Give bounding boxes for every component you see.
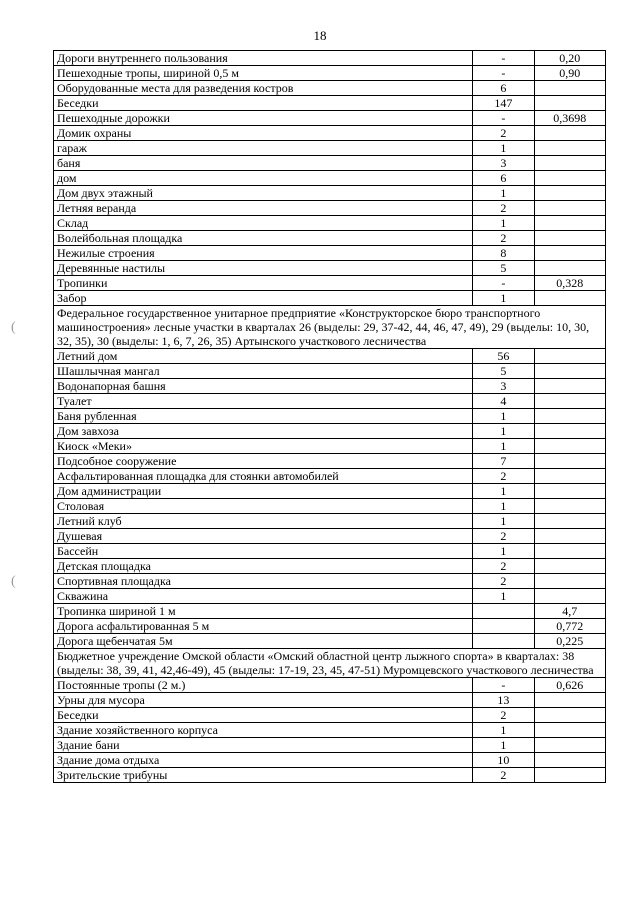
object-name-cell: Столовая: [54, 499, 473, 514]
length-cell: [534, 708, 605, 723]
length-cell: [534, 349, 605, 364]
object-name-cell: Тропинка шириной 1 м: [54, 604, 473, 619]
length-cell: [534, 424, 605, 439]
object-name-cell: Зрительские трибуны: [54, 768, 473, 783]
count-cell: 7: [473, 454, 534, 469]
object-name-cell: Дом двух этажный: [54, 186, 473, 201]
length-cell: [534, 693, 605, 708]
count-cell: -: [473, 66, 534, 81]
object-name-cell: Пешеходные дорожки: [54, 111, 473, 126]
table-row: [54, 276, 606, 291]
table-row: [54, 693, 606, 708]
object-name-cell: Беседки: [54, 708, 473, 723]
object-name-cell: Склад: [54, 216, 473, 231]
count-cell: 1: [473, 589, 534, 604]
object-name-cell: дом: [54, 171, 473, 186]
object-name-cell: Туалет: [54, 394, 473, 409]
table-row: [54, 364, 606, 379]
length-cell: [534, 738, 605, 753]
count-cell: 3: [473, 379, 534, 394]
table-row: [54, 216, 606, 231]
table-row: [54, 469, 606, 484]
length-cell: [534, 574, 605, 589]
table-row: [54, 604, 606, 619]
length-cell: [534, 409, 605, 424]
length-cell: [534, 96, 605, 111]
count-cell: 1: [473, 291, 534, 306]
length-cell: [534, 559, 605, 574]
length-cell: 0,772: [534, 619, 605, 634]
object-name-cell: Нежилые строения: [54, 246, 473, 261]
table-row: [54, 261, 606, 276]
object-name-cell: Здание дома отдыха: [54, 753, 473, 768]
object-name-cell: Бассейн: [54, 544, 473, 559]
count-cell: 2: [473, 768, 534, 783]
object-name-cell: Летняя веранда: [54, 201, 473, 216]
length-cell: [534, 514, 605, 529]
length-cell: [534, 364, 605, 379]
count-cell: 2: [473, 201, 534, 216]
table-row: [54, 619, 606, 634]
length-cell: [534, 201, 605, 216]
length-cell: 0,225: [534, 634, 605, 649]
table-row: [54, 96, 606, 111]
length-cell: [534, 261, 605, 276]
count-cell: 1: [473, 409, 534, 424]
object-name-cell: Беседки: [54, 96, 473, 111]
length-cell: [534, 126, 605, 141]
object-name-cell: Дорога асфальтированная 5 м: [54, 619, 473, 634]
table-row: [54, 394, 606, 409]
length-cell: [534, 186, 605, 201]
object-name-cell: Водонапорная башня: [54, 379, 473, 394]
length-cell: [534, 246, 605, 261]
table-row: [54, 231, 606, 246]
object-name-cell: Летний дом: [54, 349, 473, 364]
count-cell: -: [473, 111, 534, 126]
count-cell: 5: [473, 261, 534, 276]
section-row: [54, 649, 606, 678]
count-cell: [473, 604, 534, 619]
object-name-cell: Деревянные настилы: [54, 261, 473, 276]
object-name-cell: Киоск «Меки»: [54, 439, 473, 454]
length-cell: [534, 723, 605, 738]
table-row: [54, 141, 606, 156]
object-name-cell: Асфальтированная площадка для стоянки автомобилей: [54, 469, 473, 484]
length-cell: [534, 589, 605, 604]
count-cell: -: [473, 678, 534, 693]
table-row: [54, 409, 606, 424]
length-cell: [534, 379, 605, 394]
count-cell: 6: [473, 171, 534, 186]
objects-table: [53, 50, 606, 783]
count-cell: 2: [473, 469, 534, 484]
count-cell: 2: [473, 126, 534, 141]
object-name-cell: Дороги внутреннего пользования: [54, 51, 473, 66]
length-cell: [534, 291, 605, 306]
table-row: [54, 589, 606, 604]
object-name-cell: Здание бани: [54, 738, 473, 753]
count-cell: 3: [473, 156, 534, 171]
page-number: 18: [313, 28, 327, 43]
margin-mark: (: [11, 320, 16, 335]
length-cell: [534, 231, 605, 246]
table-row: [54, 499, 606, 514]
table-row: [54, 529, 606, 544]
length-cell: [534, 394, 605, 409]
length-cell: [534, 171, 605, 186]
table-row: [54, 201, 606, 216]
length-cell: [534, 156, 605, 171]
count-cell: 1: [473, 484, 534, 499]
count-cell: 6: [473, 81, 534, 96]
object-name-cell: Детская площадка: [54, 559, 473, 574]
count-cell: 2: [473, 559, 534, 574]
section-heading: Федеральное государственное унитарное предприятие «Конструкторское бюро транспортного машиностроения» лесные участки в кварталах 26 (выделы: 29, 37-42, 44, 46, 47, 49), 29 (выделы: 10, 30, 32, 35), 30 (выделы: 1, 6, 7, 26, 35) Артынского участкового лесничества: [54, 306, 606, 349]
table-row: [54, 439, 606, 454]
table-row: [54, 156, 606, 171]
object-name-cell: Дом администрации: [54, 484, 473, 499]
object-name-cell: Домик охраны: [54, 126, 473, 141]
table-row: [54, 574, 606, 589]
object-name-cell: баня: [54, 156, 473, 171]
length-cell: [534, 768, 605, 783]
length-cell: [534, 484, 605, 499]
table-row: [54, 559, 606, 574]
length-cell: 0,3698: [534, 111, 605, 126]
table-row: [54, 126, 606, 141]
table-row: [54, 81, 606, 96]
object-name-cell: гараж: [54, 141, 473, 156]
object-name-cell: Летний клуб: [54, 514, 473, 529]
object-name-cell: Тропинки: [54, 276, 473, 291]
count-cell: 10: [473, 753, 534, 768]
table-row: [54, 708, 606, 723]
length-cell: [534, 141, 605, 156]
count-cell: [473, 619, 534, 634]
length-cell: [534, 529, 605, 544]
table-row: [54, 753, 606, 768]
count-cell: 2: [473, 574, 534, 589]
length-cell: 4,7: [534, 604, 605, 619]
object-name-cell: Оборудованные места для разведения костров: [54, 81, 473, 96]
length-cell: [534, 81, 605, 96]
table-row: [54, 246, 606, 261]
count-cell: 13: [473, 693, 534, 708]
table-row: [54, 379, 606, 394]
table-row: [54, 544, 606, 559]
table-row: [54, 738, 606, 753]
table-row: [54, 484, 606, 499]
table-row: [54, 678, 606, 693]
table-row: [54, 291, 606, 306]
table-row: [54, 66, 606, 81]
object-name-cell: Дом завхоза: [54, 424, 473, 439]
length-cell: [534, 439, 605, 454]
object-name-cell: Урны для мусора: [54, 693, 473, 708]
count-cell: 1: [473, 186, 534, 201]
object-name-cell: Пешеходные тропы, шириной 0,5 м: [54, 66, 473, 81]
table-row: [54, 171, 606, 186]
section-heading: Бюджетное учреждение Омской области «Омский областной центр лыжного спорта» в кварталах: 38 (выделы: 38, 39, 41, 42,46-49), 45 (выделы: 17-19, 23, 45, 47-51) Муромцевского участкового лесничества: [54, 649, 606, 678]
length-cell: 0,20: [534, 51, 605, 66]
table-row: [54, 768, 606, 783]
margin-mark: (: [11, 574, 16, 589]
count-cell: 8: [473, 246, 534, 261]
length-cell: 0,328: [534, 276, 605, 291]
count-cell: 5: [473, 364, 534, 379]
table-row: [54, 51, 606, 66]
object-name-cell: Волейбольная площадка: [54, 231, 473, 246]
count-cell: 4: [473, 394, 534, 409]
count-cell: 1: [473, 514, 534, 529]
count-cell: 147: [473, 96, 534, 111]
count-cell: 1: [473, 738, 534, 753]
count-cell: 2: [473, 231, 534, 246]
length-cell: 0,626: [534, 678, 605, 693]
count-cell: 2: [473, 708, 534, 723]
count-cell: 56: [473, 349, 534, 364]
object-name-cell: Постоянные тропы (2 м.): [54, 678, 473, 693]
object-name-cell: Душевая: [54, 529, 473, 544]
count-cell: 1: [473, 216, 534, 231]
count-cell: -: [473, 51, 534, 66]
table-row: [54, 454, 606, 469]
length-cell: [534, 753, 605, 768]
table-row: [54, 723, 606, 738]
object-name-cell: Шашлычная мангал: [54, 364, 473, 379]
count-cell: 2: [473, 529, 534, 544]
length-cell: 0,90: [534, 66, 605, 81]
object-name-cell: Скважина: [54, 589, 473, 604]
count-cell: 1: [473, 499, 534, 514]
length-cell: [534, 454, 605, 469]
length-cell: [534, 216, 605, 231]
count-cell: 1: [473, 424, 534, 439]
object-name-cell: Дорога щебенчатая 5м: [54, 634, 473, 649]
table-row: [54, 634, 606, 649]
count-cell: -: [473, 276, 534, 291]
table-row: [54, 349, 606, 364]
table-row: [54, 186, 606, 201]
object-name-cell: Баня рубленная: [54, 409, 473, 424]
count-cell: 1: [473, 439, 534, 454]
object-name-cell: Подсобное сооружение: [54, 454, 473, 469]
count-cell: [473, 634, 534, 649]
table-row: [54, 111, 606, 126]
length-cell: [534, 469, 605, 484]
object-name-cell: Спортивная площадка: [54, 574, 473, 589]
count-cell: 1: [473, 544, 534, 559]
object-name-cell: Здание хозяйственного корпуса: [54, 723, 473, 738]
object-name-cell: Забор: [54, 291, 473, 306]
section-row: [54, 306, 606, 349]
length-cell: [534, 544, 605, 559]
count-cell: 1: [473, 141, 534, 156]
length-cell: [534, 499, 605, 514]
count-cell: 1: [473, 723, 534, 738]
table-row: [54, 424, 606, 439]
table-row: [54, 514, 606, 529]
